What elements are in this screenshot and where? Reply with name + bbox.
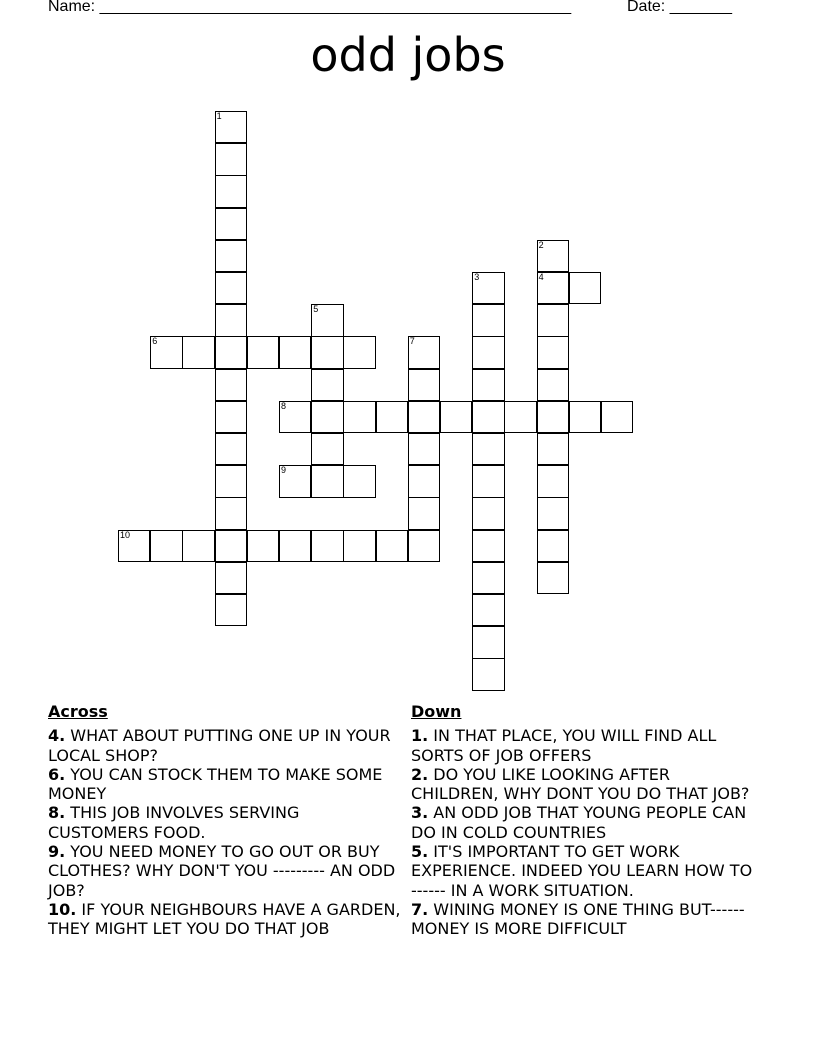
down-heading: Down: [411, 702, 462, 721]
grid-cell[interactable]: [215, 562, 247, 594]
grid-cell[interactable]: [215, 208, 247, 240]
clue-text: WINING MONEY IS ONE THING BUT------ MONEY IS MORE DIFFICULT: [411, 899, 745, 939]
grid-cell[interactable]: [472, 433, 504, 465]
grid-cell[interactable]: [215, 433, 247, 465]
clue-across-10: [48, 900, 404, 939]
grid-cell[interactable]: [472, 562, 504, 594]
clue-number: 8.: [48, 803, 66, 823]
grid-cell[interactable]: [569, 272, 601, 304]
clue-number: 6.: [48, 764, 66, 784]
clue-text: YOU NEED MONEY TO GO OUT OR BUY CLOTHES? WHY DON'T YOU --------- AN ODD JOB?: [48, 842, 396, 900]
clue-text: AN ODD JOB THAT YOUNG PEOPLE CAN DO IN COLD COUNTRIES: [411, 803, 747, 842]
cell-number: 10: [120, 529, 131, 540]
clue-text: THIS JOB INVOLVES SERVING CUSTOMERS FOOD.: [48, 803, 300, 842]
clue-text: IN THAT PLACE, YOU WILL FIND ALL SORTS OF JOB OFFERS: [411, 726, 717, 765]
grid-cell[interactable]: [537, 497, 569, 529]
cell-number: 6: [152, 336, 158, 347]
grid-cell[interactable]: [279, 465, 311, 497]
clue-down-7: [411, 900, 756, 939]
clue-across-9: [48, 842, 404, 900]
cell-number: 3: [474, 272, 480, 282]
grid-cell[interactable]: [408, 336, 440, 368]
grid-cell[interactable]: [537, 465, 569, 497]
across-clues: [48, 702, 404, 939]
clue-across-6: [48, 765, 404, 804]
down-clues: [411, 702, 756, 939]
grid-cell[interactable]: [215, 111, 247, 143]
across-heading: Across: [48, 702, 108, 721]
grid-cell[interactable]: [601, 401, 633, 433]
grid-cell[interactable]: [472, 626, 504, 658]
grid-cell[interactable]: [247, 530, 279, 562]
grid-cell[interactable]: [537, 240, 569, 272]
grid-cell[interactable]: [215, 272, 247, 304]
grid-cell[interactable]: [472, 304, 504, 336]
grid-cell[interactable]: [311, 369, 343, 401]
cell-number: 7: [409, 336, 415, 347]
cell-number: 1: [216, 111, 222, 121]
grid-cell[interactable]: [311, 465, 343, 497]
grid-cell[interactable]: [279, 401, 311, 433]
grid-cell[interactable]: [343, 336, 375, 368]
grid-cell[interactable]: [440, 401, 472, 433]
grid-cell[interactable]: [215, 304, 247, 336]
grid-cell[interactable]: [182, 336, 214, 368]
grid-cell[interactable]: [472, 497, 504, 529]
grid-cell[interactable]: [537, 369, 569, 401]
page-title: odd jobs: [310, 28, 506, 82]
clue-down-2: [411, 765, 756, 804]
grid-cell[interactable]: [472, 594, 504, 626]
clue-number: 9.: [48, 842, 66, 862]
grid-cell[interactable]: [376, 401, 408, 433]
clue-text: WHAT ABOUT PUTTING ONE UP IN YOUR LOCAL SHOP?: [48, 726, 391, 765]
grid-cell[interactable]: [408, 401, 440, 433]
grid-cell[interactable]: [279, 336, 311, 368]
grid-cell[interactable]: [247, 336, 279, 368]
grid-cell[interactable]: [215, 497, 247, 529]
grid-cell[interactable]: [215, 594, 247, 626]
grid-cell[interactable]: [504, 401, 536, 433]
clue-number: 5.: [411, 842, 429, 862]
clue-number: 1.: [411, 726, 429, 746]
grid-cell[interactable]: [537, 272, 569, 304]
clue-text: YOU CAN STOCK THEM TO MAKE SOME MONEY: [48, 764, 383, 804]
grid-cell[interactable]: [215, 369, 247, 401]
grid-cell[interactable]: [472, 336, 504, 368]
grid-cell[interactable]: [472, 658, 504, 690]
grid-cell[interactable]: [343, 530, 375, 562]
grid-cell[interactable]: [215, 465, 247, 497]
grid-cell[interactable]: [311, 336, 343, 368]
clue-number: 7.: [411, 899, 429, 919]
grid-cell[interactable]: [408, 530, 440, 562]
grid-cell[interactable]: [279, 530, 311, 562]
grid-cell[interactable]: [408, 369, 440, 401]
grid-cell[interactable]: [311, 433, 343, 465]
grid-cell[interactable]: [537, 336, 569, 368]
grid-cell[interactable]: [472, 401, 504, 433]
grid-cell[interactable]: [311, 304, 343, 336]
grid-cell[interactable]: [537, 433, 569, 465]
grid-cell[interactable]: [311, 401, 343, 433]
clue-number: 4.: [48, 726, 66, 746]
grid-cell[interactable]: [118, 530, 150, 562]
grid-cell[interactable]: [311, 530, 343, 562]
grid-cell[interactable]: [343, 401, 375, 433]
clue-down-5: [411, 842, 756, 900]
grid-cell[interactable]: [215, 401, 247, 433]
grid-cell[interactable]: [537, 530, 569, 562]
cell-number: 8: [281, 400, 287, 411]
grid-cell[interactable]: [408, 433, 440, 465]
cell-number: 5: [313, 304, 319, 315]
grid-cell[interactable]: [408, 465, 440, 497]
grid-cell[interactable]: [537, 401, 569, 433]
cell-number: 4: [538, 272, 544, 282]
clue-number: 3.: [411, 803, 429, 823]
cell-number: 9: [281, 465, 287, 476]
grid-cell[interactable]: [182, 530, 214, 562]
clue-across-4: [48, 726, 404, 765]
clue-down-3: [411, 803, 756, 842]
clue-down-1: [411, 726, 756, 765]
grid-cell[interactable]: [376, 530, 408, 562]
clue-text: IF YOUR NEIGHBOURS HAVE A GARDEN, THEY MIGHT LET YOU DO THAT JOB: [48, 899, 401, 939]
grid-cell[interactable]: [150, 336, 182, 368]
grid-cell[interactable]: [537, 304, 569, 336]
grid-cell[interactable]: [215, 336, 247, 368]
grid-cell[interactable]: [215, 143, 247, 175]
grid-cell[interactable]: [215, 530, 247, 562]
grid-cell[interactable]: [215, 240, 247, 272]
clue-text: DO YOU LIKE LOOKING AFTER CHILDREN, WHY DONT YOU DO THAT JOB?: [411, 764, 750, 804]
cell-number: 2: [538, 239, 544, 250]
clue-number: 2.: [411, 764, 429, 784]
grid-cell[interactable]: [472, 465, 504, 497]
grid-cell[interactable]: [343, 465, 375, 497]
grid-cell[interactable]: [472, 369, 504, 401]
clue-number: 10.: [48, 899, 77, 919]
grid-cell[interactable]: [569, 401, 601, 433]
grid-cell[interactable]: [537, 562, 569, 594]
grid-cell[interactable]: [472, 530, 504, 562]
grid-cell[interactable]: [472, 272, 504, 304]
name-field: Name: _____________________________________________________: [48, 0, 572, 15]
grid-cell[interactable]: [215, 175, 247, 207]
clue-text: IT'S IMPORTANT TO GET WORK EXPERIENCE. INDEED YOU LEARN HOW TO ------ IN A WORK SITUATION.: [411, 842, 753, 900]
clue-across-8: [48, 803, 404, 842]
date-field: Date: _______: [627, 0, 732, 15]
grid-cell[interactable]: [408, 497, 440, 529]
grid-cell[interactable]: [150, 530, 182, 562]
